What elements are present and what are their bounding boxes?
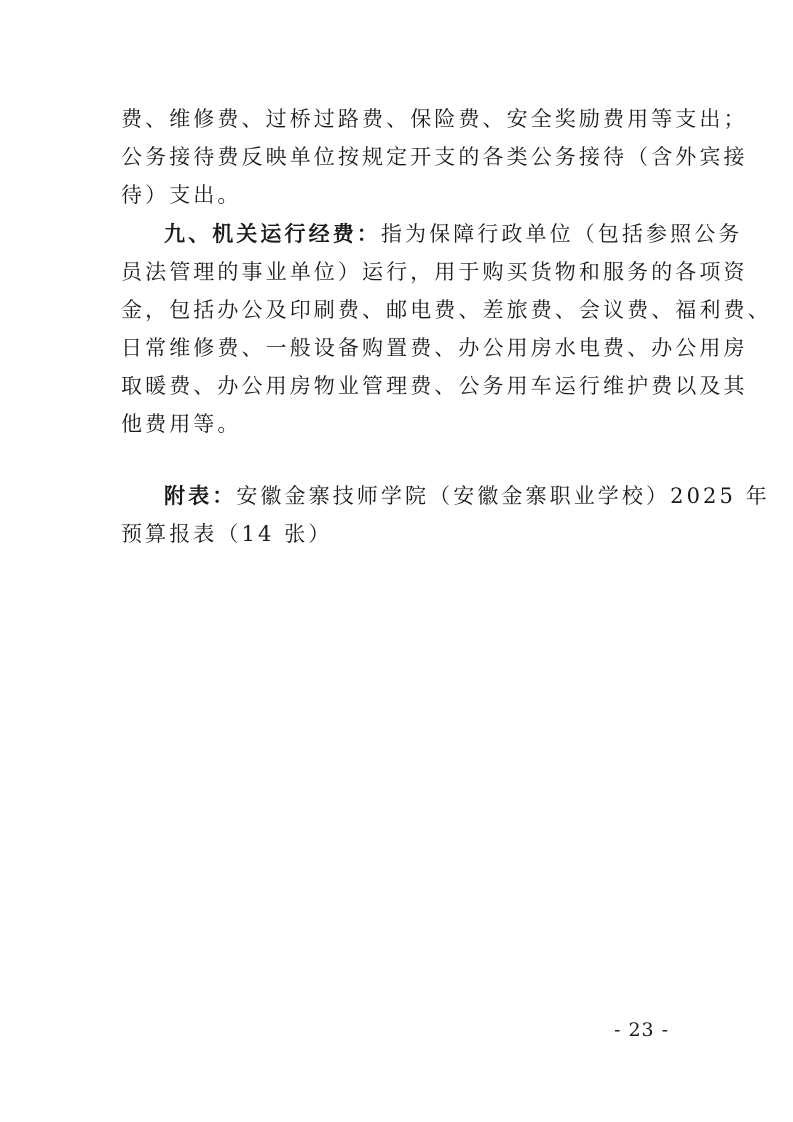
paragraph-1-line-1: 费、维修费、过桥过路费、保险费、安全奖励费用等支出； bbox=[121, 107, 748, 131]
paragraph-2-line-5: 取暖费、办公用房物业管理费、公务用车运行维护费以及其 bbox=[121, 374, 748, 398]
attachment-title: 安徽金寨技师学院（安徽金寨职业学校）2025 年 bbox=[236, 484, 770, 508]
section-heading-organ-operating-expenses: 九、机关运行经费： bbox=[164, 222, 381, 246]
attachment-line-2: 预算报表（14 张） bbox=[121, 522, 333, 546]
paragraph-1-line-2: 公务接待费反映单位按规定开支的各类公务接待（含外宾接 bbox=[121, 145, 748, 169]
paragraph-2-line-2: 员法管理的事业单位）运行，用于购买货物和服务的各项资 bbox=[121, 260, 748, 284]
attachment-label: 附表： bbox=[164, 484, 237, 508]
paragraph-2-line-3: 金，包括办公及印刷费、邮电费、差旅费、会议费、福利费、 bbox=[121, 298, 772, 322]
attachment-line-1 bbox=[164, 480, 770, 512]
paragraph-2-line-4: 日常维修费、一般设备购置费、办公用房水电费、办公用房 bbox=[121, 336, 748, 360]
paragraph-2-line-6: 他费用等。 bbox=[121, 412, 242, 436]
paragraph-1-line-3: 待）支出。 bbox=[121, 183, 242, 207]
page-number: - 23 - bbox=[614, 1019, 670, 1041]
paragraph-2-line-1 bbox=[164, 218, 742, 250]
paragraph-2-line-1-text: 指为保障行政单位（包括参照公务 bbox=[380, 222, 743, 246]
